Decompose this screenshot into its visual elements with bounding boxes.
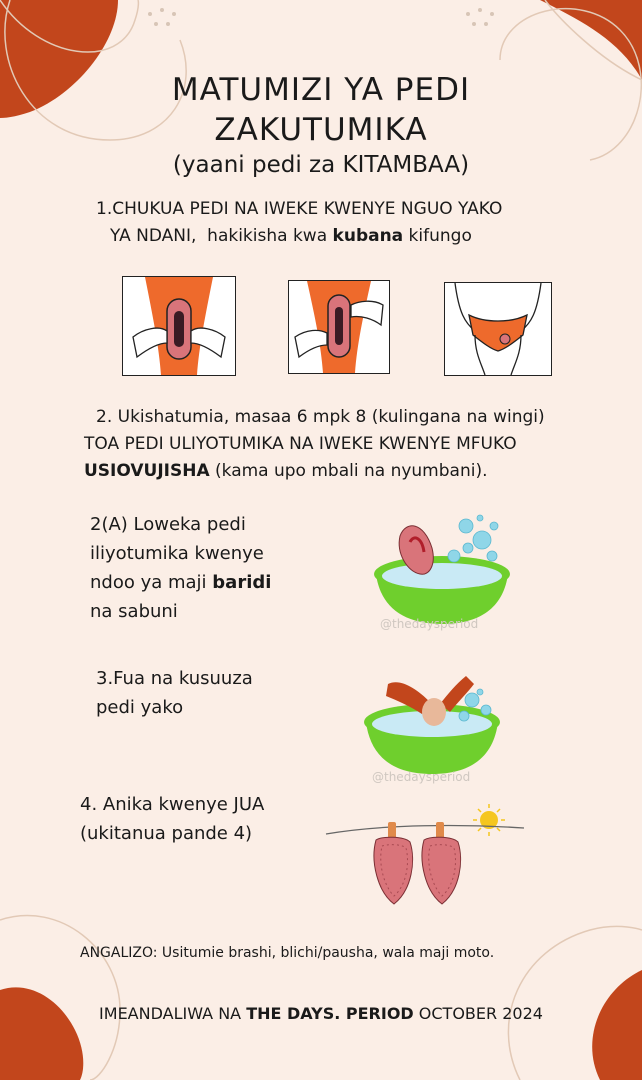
footer-post: OCTOBER 2024 (413, 1004, 543, 1023)
illustration-pad-on-underwear (122, 276, 236, 376)
watermark-1: @thedaysperiod (380, 617, 479, 631)
step2a-line4: na sabuni (90, 601, 178, 622)
illustration-soaking-basin (370, 512, 520, 632)
step1-line1: 1.CHUKUA PEDI NA IWEKE KWENYE NGUO YAKO (96, 199, 503, 219)
step2-bold: USIOVUJISHA (84, 461, 210, 481)
step2-line1: 2. Ukishatumia, masaa 6 mpk 8 (kulingana na wingi) (96, 407, 545, 427)
step2a-text (90, 510, 271, 626)
illustration-wearing-underwear (444, 282, 552, 376)
step1-line2-pre: YA NDANI, hakikisha kwa (110, 226, 333, 246)
step4-text (80, 790, 264, 848)
step3-line1: 3.Fua na kusuuza (96, 668, 253, 689)
footer-brand: THE DAYS. PERIOD (246, 1004, 414, 1023)
step2a-line1: 2(A) Loweka pedi (90, 514, 246, 535)
step1-line2 (96, 223, 502, 250)
page-title-line1: MATUMIZI YA PEDI (171, 72, 471, 108)
watermark-2: @thedaysperiod (372, 770, 471, 784)
page-subtitle: (yaani pedi za KITAMBAA) (172, 152, 470, 178)
page-title-line2: ZAKUTUMIKA (214, 112, 428, 148)
step2-line3 (84, 458, 545, 485)
step4-line1: 4. Anika kwenye JUA (80, 794, 265, 815)
step2a-line3-pre: ndoo ya maji (90, 572, 213, 593)
step2a-line3 (90, 568, 271, 597)
step2-text (84, 404, 545, 485)
step1-line2-post: kifungo (403, 226, 472, 246)
step2a-line2: iliyotumika kwenye (90, 543, 264, 564)
step3-text (96, 664, 253, 722)
footer (0, 1000, 642, 1027)
illustration-fastening-pad (288, 280, 390, 374)
step3-line2: pedi yako (96, 697, 184, 718)
sun-icon (473, 804, 505, 836)
step2-line2: TOA PEDI ULIYOTUMIKA NA IWEKE KWENYE MFUKO (84, 434, 517, 454)
illustration-drying-line (326, 804, 524, 904)
step1-bold: kubana (332, 226, 404, 246)
warning-note: ANGALIZO: Usitumie brashi, blichi/pausha, wala maji moto. (80, 945, 495, 961)
illustration-washing-basin (364, 676, 500, 774)
step4-line2: (ukitanua pande 4) (80, 823, 253, 844)
step2a-bold: baridi (212, 572, 272, 593)
step2-line3-post: (kama upo mbali na nyumbani). (209, 461, 488, 481)
step1-text (96, 196, 502, 250)
footer-pre: IMEANDALIWA NA (99, 1004, 247, 1023)
